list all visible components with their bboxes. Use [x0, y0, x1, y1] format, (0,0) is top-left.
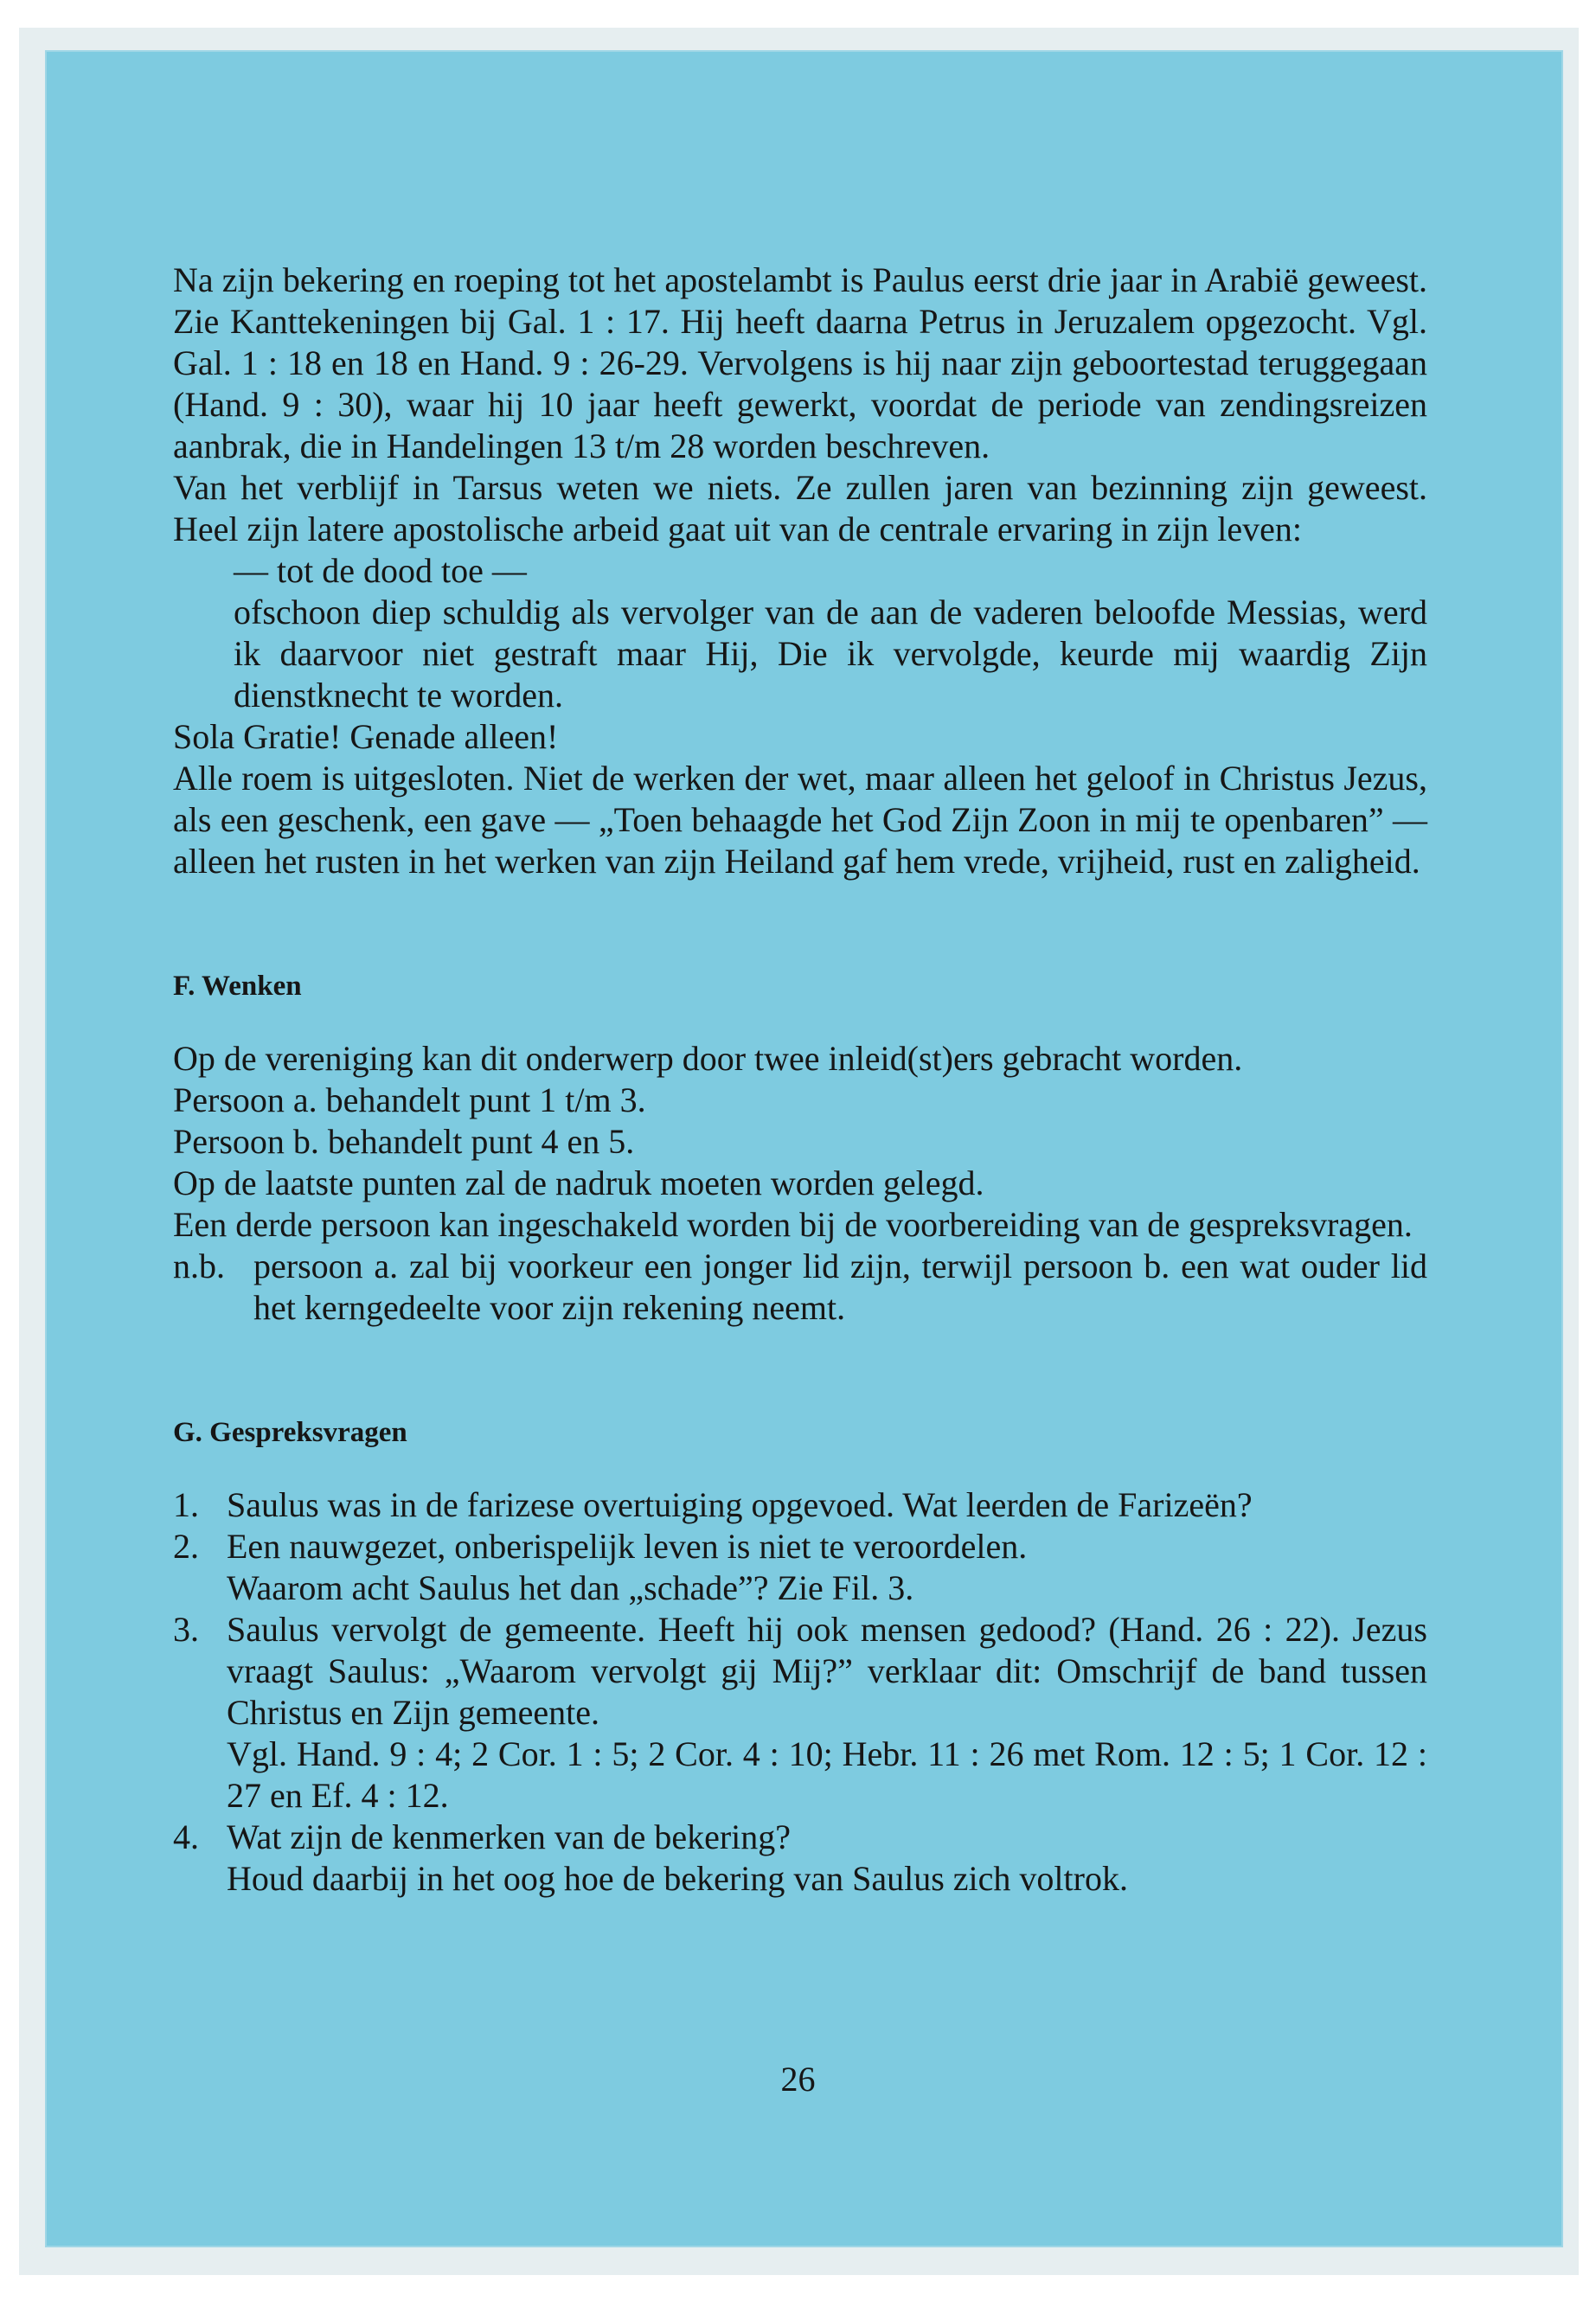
- section-g: [173, 1415, 1427, 1900]
- sola-gratie-line: Sola Gratie! Genade alleen!: [173, 717, 559, 756]
- intro-paragraph-2: Van het verblijf in Tarsus weten we niets. Ze zullen jaren van bezinning zijn geweest. Heel zijn latere apostolische arbeid gaat uit van de centrale ervaring in zijn leven:: [173, 468, 1427, 548]
- indented-quote: ofschoon diep schuldig als vervolger van de aan de vaderen beloofde Messias, werd ik daarvoor niet gestraft maar Hij, Die ik vervolgde, keurde mij waardig Zijn dienstknecht te worden.: [234, 593, 1427, 715]
- closing-paragraph: Alle roem is uitgesloten. Niet de werken der wet, maar alleen het geloof in Christus Jezus, als een geschenk, een gave — „Toen behaagde het God Zijn Zoon in mij te openbaren” — alleen het rusten in het werken van zijn Heiland gaf hem vrede, vrijheid, rust en zaligheid.: [173, 759, 1427, 881]
- question-item: [173, 1484, 1427, 1526]
- question-text: Saulus vervolgt de gemeente. Heeft hij ook mensen gedood? (Hand. 26 : 22). Jezus vraagt Saulus: „Waarom vervolgt gij Mij?” verklaar dit: Omschrijf de band tussen Christus en Zijn gemeente.: [227, 1610, 1427, 1732]
- question-number: 2.: [173, 1527, 199, 1566]
- question-text: Vgl. Hand. 9 : 4; 2 Cor. 1 : 5; 2 Cor. 4 : 10; Hebr. 11 : 26 met Rom. 12 : 5; 1 Cor. 12 : 27 en Ef. 4 : 12.: [227, 1734, 1427, 1815]
- page-content: [173, 260, 1427, 1900]
- section-f-line-3: Persoon b. behandelt punt 4 en 5.: [173, 1122, 635, 1161]
- nb-label: n.b.: [173, 1247, 225, 1285]
- question-number: 3.: [173, 1610, 199, 1649]
- section-f-heading: F. Wenken: [173, 971, 302, 1002]
- question-number: 4.: [173, 1817, 199, 1856]
- intro-section: [173, 260, 1427, 882]
- intro-paragraph-1: Na zijn bekering en roeping tot het apostelambt is Paulus eerst drie jaar in Arabië geweest. Zie Kanttekeningen bij Gal. 1 : 17. Hij heeft daarna Petrus in Jeruzalem opgezocht. Vgl. Gal. 1 : 18 en 18 en Hand. 9 : 26-29. Vervolgens is hij naar zijn geboortestad teruggegaan (Hand. 9 : 30), waar hij 10 jaar heeft gewerkt, voordat de periode van zendingsreizen aanbrak, die in Handelingen 13 t/m 28 worden beschreven.: [173, 260, 1427, 465]
- dash-line: — tot de dood toe —: [234, 551, 527, 590]
- section-f-line-2: Persoon a. behandelt punt 1 t/m 3.: [173, 1080, 646, 1119]
- nb-note: [173, 1246, 1427, 1329]
- question-text: Houd daarbij in het oog hoe de bekering van Saulus zich voltrok.: [227, 1859, 1128, 1898]
- question-number: 1.: [173, 1485, 199, 1524]
- nb-text: persoon a. zal bij voorkeur een jonger lid zijn, terwijl persoon b. een wat ouder lid het kerngedeelte voor zijn rekening neemt.: [253, 1247, 1427, 1327]
- question-text: Wat zijn de kenmerken van de bekering?: [227, 1817, 792, 1856]
- question-item: [173, 1526, 1427, 1609]
- section-f: [173, 969, 1427, 1329]
- question-text: Waarom acht Saulus het dan „schade”? Zie Fil. 3.: [227, 1568, 914, 1607]
- question-item: [173, 1609, 1427, 1817]
- section-f-line-4: Op de laatste punten zal de nadruk moeten worden gelegd.: [173, 1163, 984, 1202]
- section-f-line-5: Een derde persoon kan ingeschakeld worden bij de voorbereiding van de gespreksvragen.: [173, 1205, 1413, 1244]
- question-list: [173, 1484, 1427, 1900]
- section-g-heading: G. Gespreksvragen: [173, 1417, 407, 1448]
- question-item: [173, 1817, 1427, 1900]
- page-number: 26: [780, 2060, 816, 2099]
- section-f-line-1: Op de vereniging kan dit onderwerp door twee inleid(st)ers gebracht worden.: [173, 1039, 1243, 1078]
- question-text: Saulus was in de farizese overtuiging opgevoed. Wat leerden de Farizeën?: [227, 1485, 1253, 1524]
- question-text: Een nauwgezet, onberispelijk leven is niet te veroordelen.: [227, 1527, 1028, 1566]
